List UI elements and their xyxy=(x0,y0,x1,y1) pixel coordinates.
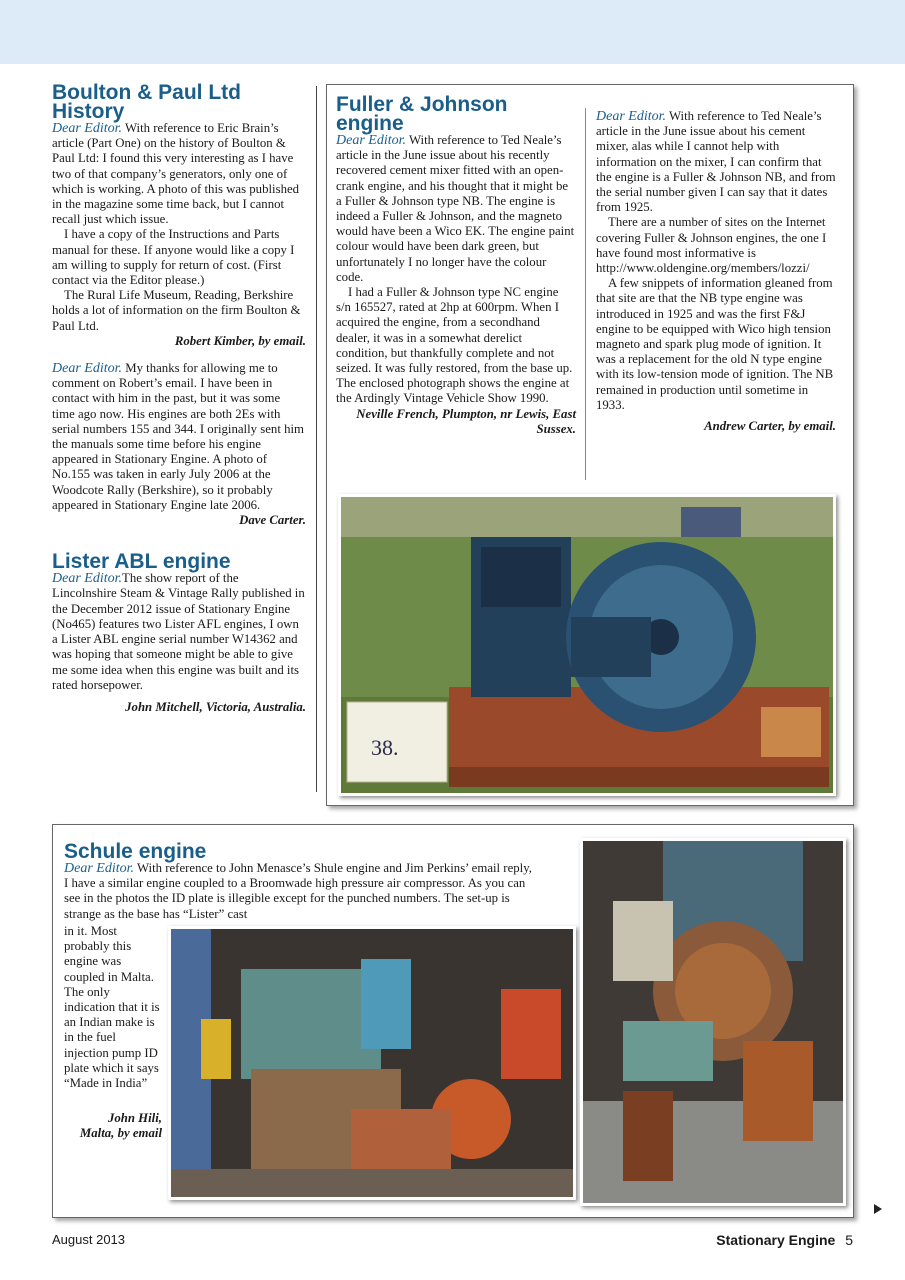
carter-signature: Andrew Carter, by email. xyxy=(704,419,836,434)
dear-editor-lead: Dear Editor. xyxy=(596,109,666,124)
boulton-reply: Dear Editor. My thanks for allowing me to comment on Robert’s email. I have been in contact with him in the past, but it was some time ago now. His engines are both 2Es with serial numbers 155 and 344. I originally sent him the manuals some time before his engine appeared in Stationary Engine. A photo of No.155 was taken in early July 2006 at the Woodcote Rally (Berkshire), so it probably appeared in Stationary Engine late 2006. xyxy=(52,361,304,512)
boulton-para-2: I have a copy of the Instructions and Parts manual for these. If anyone would like a copy I am willing to supply for return of cost. (First contact via the Editor please.) xyxy=(52,227,295,288)
dear-editor-lead: Dear Editor. xyxy=(64,861,134,876)
dear-editor-lead: Dear Editor. xyxy=(336,133,406,148)
footer-page-number: 5 xyxy=(845,1232,853,1248)
boulton-signature-2: Dave Carter. xyxy=(239,513,306,528)
photo-card-number: 38. xyxy=(371,735,399,760)
boulton-title: Boulton & Paul Ltd History xyxy=(52,81,241,123)
carter-para-3: A few snippets of information gleaned from that site are that the NB type engine was introduced in 1925 and was the first F&J engine to be equipped with Wico high tension magneto and spark plug mode of ignition. It was a replacement for the old N type engine with its low-tension mode of ignition. The NB remained in production until sometime in 1933. xyxy=(596,276,834,412)
fuller-title: Fuller & Johnson engine xyxy=(336,93,508,135)
carter-para-2: There are a number of sites on the Internet covering Fuller & Johnson engines, the one I have found most informative is http://www.oldengine.org/members/lozzi/ xyxy=(596,215,827,276)
column-divider xyxy=(316,86,317,792)
schule-para-1: Dear Editor. With reference to John Menasce’s Shule engine and Jim Perkins’ email reply, I have a similar engine coupled to a Broomwade high pressure air compressor. As you can see in the photos the ID plate is illegible except for the punched numbers. The set-up is strange as the base has “Lister” cast xyxy=(64,861,532,921)
lister-title: Lister ABL engine xyxy=(52,550,231,574)
schule-illustration-2 xyxy=(583,841,843,1203)
schule-para-2: in it. Most probably this engine was coupled in Malta. The only indication that it is an Indian make is in the fuel injection pump ID plate which it says “Made in India” xyxy=(64,924,160,1091)
footer-magazine xyxy=(716,1232,853,1248)
schule-title: Schule engine xyxy=(64,840,207,863)
fuller-engine-photo xyxy=(338,494,836,796)
boulton-signature-1: Robert Kimber, by email. xyxy=(174,333,306,348)
left-column xyxy=(52,83,306,715)
boulton-para-1: Dear Editor. With reference to Eric Brain’s article (Part One) on the history of Boulton & Paul Ltd: I found this very interesting as I have two of that company’s generators, only one of which is working. A photo of this was published in the magazine some time back, but I cannot recall just which issue. xyxy=(52,121,300,227)
dear-editor-lead: Dear Editor. xyxy=(52,361,122,377)
lister-para: Dear Editor.The show report of the Lincolnshire Steam & Vintage Rally published in the December 2012 issue of Stationary Engine (No465) features two Lister AFL engines, I own a Lister ABL engine serial number W14362 and was hoping that someone might be able to give me some idea when this engine was built and its rated horsepower. xyxy=(52,571,305,692)
carter-para-1: Dear Editor. With reference to Ted Neale’s article in the June issue about his cement mixer, alas while I cannot help with information on the mixer, I can confirm that the engine is a Fuller & Johnson NB, and from the serial number given I can say that it dates from 1925. xyxy=(596,109,836,215)
footer-magazine-name: Stationary Engine xyxy=(716,1232,836,1248)
schule-engine-photo-1 xyxy=(168,926,576,1200)
header-band xyxy=(0,0,905,64)
boulton-para-3: The Rural Life Museum, Reading, Berkshire holds a lot of information on the firm Boulton & Paul Ltd. xyxy=(52,288,301,333)
dear-editor-lead: Dear Editor. xyxy=(52,571,122,587)
fuller-column-2 xyxy=(596,109,836,434)
next-page-arrow-icon xyxy=(874,1204,882,1214)
inner-divider xyxy=(585,108,586,480)
schule-narrow-column xyxy=(64,924,162,1142)
schule-column xyxy=(64,842,534,922)
lister-signature: John Mitchell, Victoria, Australia. xyxy=(125,699,306,714)
fuller-para-2: I had a Fuller & Johnson type NC engine s/n 165527, rated at 2hp at 600rpm. When I acquired the engine, from a secondhand dealer, it was in a somewhat derelict condition, but thankfully complete and not seized. It was fully restored, from the base up. The enclosed photograph shows the engine at the Ardingly Vintage Vehicle Show 1990. xyxy=(336,285,573,406)
engine-illustration xyxy=(341,497,833,793)
footer-date: August 2013 xyxy=(52,1232,126,1247)
fuller-signature: Neville French, Plumpton, nr Lewis, East Sussex. xyxy=(356,406,576,436)
dear-editor-lead: Dear Editor. xyxy=(52,121,122,136)
fuller-para-1: Dear Editor. With reference to Ted Neale’s article in the June issue about his recently recovered cement mixer fitted with an open-crank engine, and his thought that it might be a Fuller & Johnson type NB. The engine is indeed a Fuller & Johnson, and the magneto would have been a Wico EK. The engine paint colour would have been dark green, but unfortunately I no longer have the colour code. xyxy=(336,133,575,284)
schule-illustration-1 xyxy=(171,929,573,1197)
schule-engine-photo-2 xyxy=(580,838,846,1206)
fuller-column-1 xyxy=(336,95,576,437)
schule-signature: John Hili, Malta, by email xyxy=(79,1111,162,1141)
